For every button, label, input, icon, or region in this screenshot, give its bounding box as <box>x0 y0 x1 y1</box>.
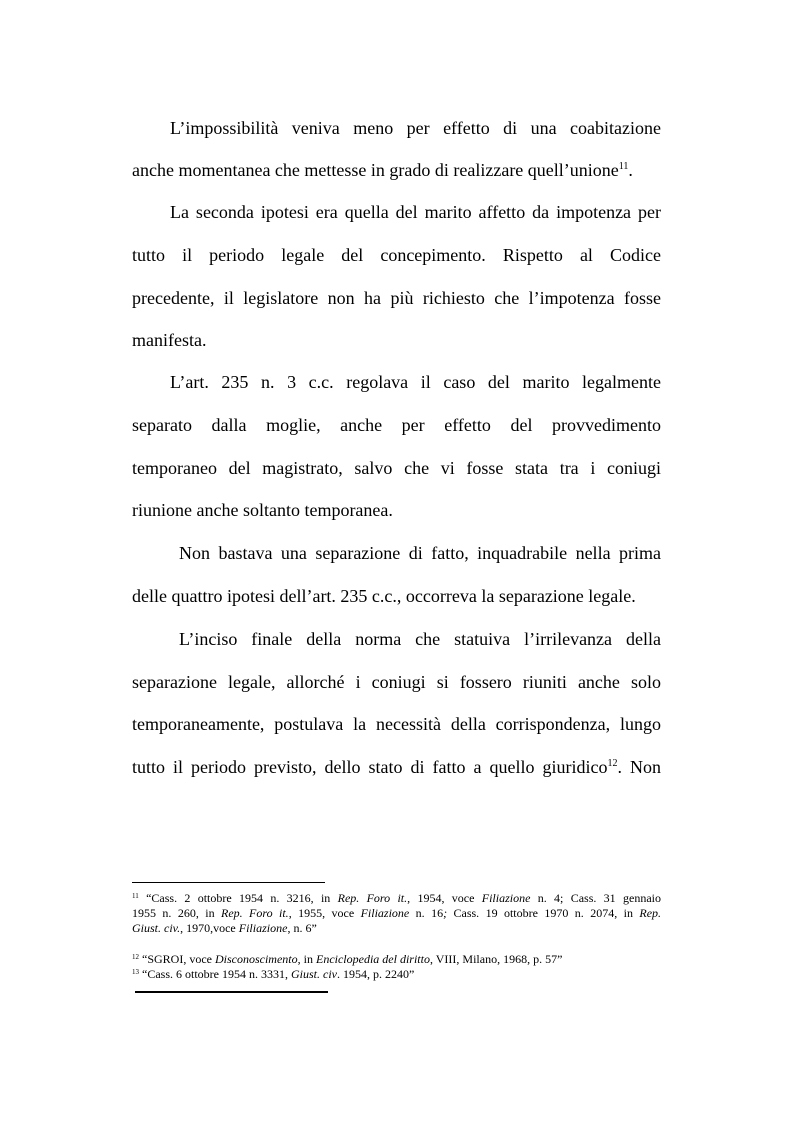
footnote-11-cont: 1955 n. 260, in Rep. Foro it., 1955, voce Filiazione n. 16; Cass. 19 ottobre 1970 n. 2074, in Rep. <box>132 906 662 920</box>
paragraph-line: manifesta. <box>132 330 207 350</box>
footnote-end-rule <box>135 991 328 993</box>
paragraph-line: La seconda ipotesi era quella del marito affetto da impotenza per <box>170 202 661 222</box>
paragraph-line: separato dalla moglie, anche per effetto del provvedimento <box>132 415 661 435</box>
footnote-11-cont: Giust. civ., 1970,voce Filiazione, n. 6” <box>132 921 317 935</box>
footnote-ref: 12 <box>607 758 618 769</box>
paragraph-line: precedente, il legislatore non ha più richiesto che l’impotenza fosse <box>132 288 661 308</box>
paragraph-line: L’art. 235 n. 3 c.c. regolava il caso del marito legalmente <box>170 372 661 392</box>
paragraph-line: anche momentanea che mettesse in grado di realizzare quell’unione$^{11}$. <box>132 160 633 180</box>
paragraph-line: tutto il periodo previsto, dello stato di fatto a quello giuridico$^{12}$. Non <box>132 757 662 777</box>
footnote-12: $^{12}$ “SGROI, voce Disconoscimento, in Enciclopedia del diritto, VIII, Milano, 1968, p. 57” <box>132 952 563 966</box>
paragraph-line: tutto il periodo legale del concepimento. Rispetto al Codice <box>132 245 661 265</box>
paragraph-line: L’impossibilità veniva meno per effetto di una coabitazione <box>170 118 661 138</box>
footnote-11: $^{11}$ “Cass. 2 ottobre 1954 n. 3216, in Rep. Foro it., 1954, voce Filiazione n. 4; Cass. 31 gennaio <box>132 891 661 905</box>
footnote-ref: 11 <box>618 161 629 172</box>
footnote-13: $^{13}$ “Cass. 6 ottobre 1954 n. 3331, Giust. civ. 1954, p. 2240” <box>132 967 415 981</box>
paragraph-line: Non bastava una separazione di fatto, inquadrabile nella prima <box>179 543 661 563</box>
paragraph-line: separazione legale, allorché i coniugi si fossero riuniti anche solo <box>132 672 661 692</box>
paragraph-line: L’inciso finale della norma che statuiva l’irrilevanza della <box>179 629 661 649</box>
footnote-separator <box>132 882 325 883</box>
paragraph-line: riunione anche soltanto temporanea. <box>132 500 393 520</box>
paragraph-line: delle quattro ipotesi dell’art. 235 c.c., occorreva la separazione legale. <box>132 586 636 606</box>
paragraph-line: temporaneamente, postulava la necessità della corrispondenza, lungo <box>132 714 661 734</box>
paragraph-line: temporaneo del magistrato, salvo che vi fosse stata tra i coniugi <box>132 458 661 478</box>
